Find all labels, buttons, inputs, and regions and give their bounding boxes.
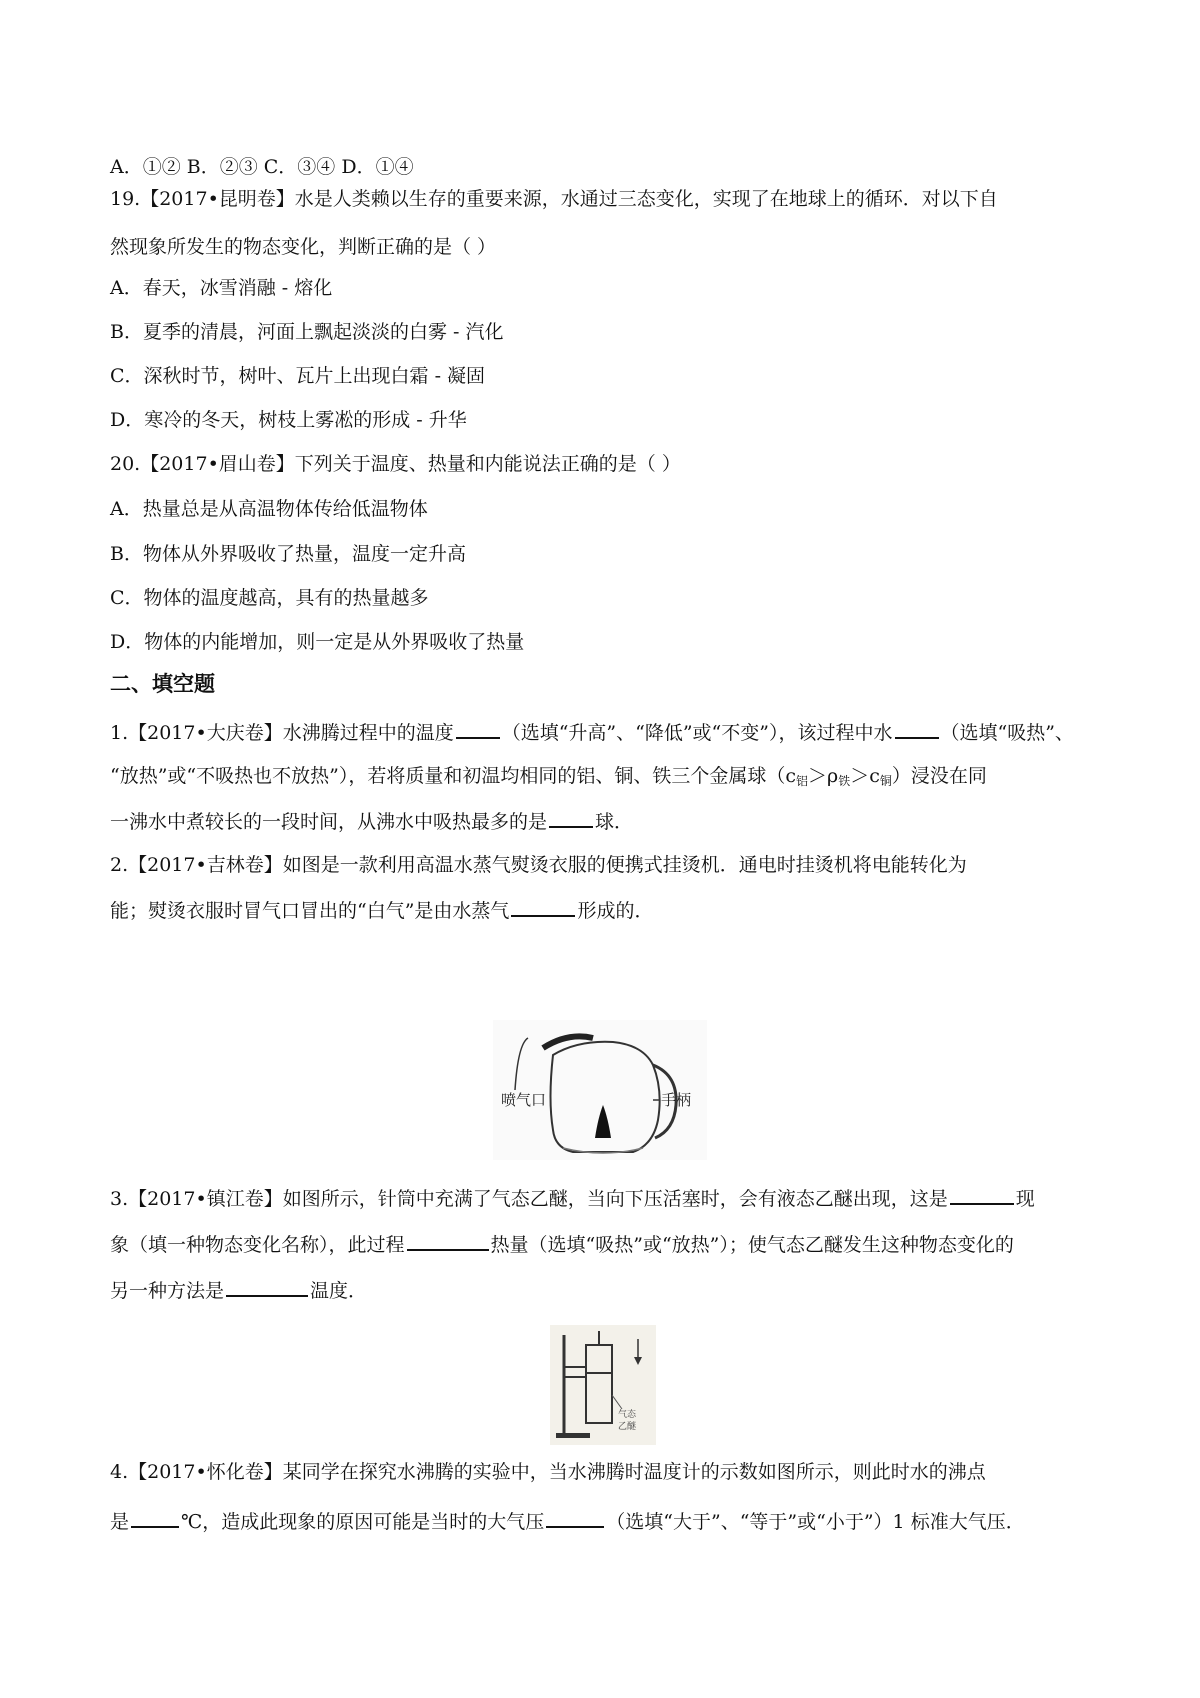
fig2-label-gaseous: 气态 [618, 1410, 637, 1420]
fig1-label-nozzle: 喷气口 [501, 1091, 547, 1109]
option-19-d: D．寒冷的冬天，树枝上雾凇的形成 - 升华 [110, 409, 467, 431]
answer-blank[interactable] [407, 1231, 489, 1251]
answer-blank[interactable] [226, 1277, 308, 1297]
question-19-line-1: 19.【2017•昆明卷】水是人类赖以生存的重要来源，水通过三态变化，实现了在地球上的循环．对以下自 [110, 188, 998, 210]
question-fb-3-line-3: 另一种方法是 温度． [110, 1277, 367, 1303]
garment-steamer-figure [493, 1020, 707, 1160]
option-20-b: B．物体从外界吸收了热量，温度一定升高 [110, 543, 466, 565]
question-fb-2-line-1: 2.【2017•吉林卷】如图是一款利用高温水蒸气熨烫衣服的便携式挂烫机．通电时挂烫机将电能转化为 [110, 854, 967, 876]
options-q18: A．①② B．②③ C．③④ D．①④ [110, 156, 414, 178]
question-fb-4-line-2: 是 ℃，造成此现象的原因可能是当时的大气压 （选填“大于”、“等于”或“小于”）1 标准大气压． [110, 1508, 1025, 1534]
option-19-b: B．夏季的清晨，河面上飘起淡淡的白雾 - 汽化 [110, 321, 504, 343]
answer-blank[interactable] [549, 808, 593, 828]
answer-blank[interactable] [895, 719, 939, 739]
question-20: 20.【2017•眉山卷】下列关于温度、热量和内能说法正确的是（ ） [110, 453, 681, 475]
question-fb-4-line-1: 4.【2017•怀化卷】某同学在探究水沸腾的实验中，当水沸腾时温度计的示数如图所示，则此时水的沸点 [110, 1461, 986, 1483]
question-fb-3-line-2: 象（填一种物态变化名称），此过程 热量（选填“吸热”或“放热”）；使气态乙醚发生这种物态变化的 [110, 1231, 1014, 1257]
answer-blank[interactable] [546, 1508, 604, 1528]
question-fb-2-line-2: 能；熨烫衣服时冒气口冒出的“白气”是由水蒸气 形成的． [110, 897, 653, 923]
fig2-label-ether: 乙醚 [618, 1422, 637, 1432]
section-heading-fill-blank: 二、填空题 [110, 671, 215, 696]
option-20-d: D．物体的内能增加，则一定是从外界吸收了热量 [110, 631, 525, 653]
option-19-a: A．春天，冰雪消融 - 熔化 [110, 277, 333, 299]
answer-blank[interactable] [511, 897, 575, 917]
question-19-line-2: 然现象所发生的物态变化，判断正确的是（ ） [110, 236, 497, 258]
question-fb-1-line-1: 1.【2017•大庆卷】水沸腾过程中的温度 （选填“升高”、“降低”或“不变”），该过程中水 （选填“吸热”、 [110, 719, 1074, 745]
option-20-c: C．物体的温度越高，具有的热量越多 [110, 587, 429, 609]
question-fb-1-line-3: 一沸水中煮较长的一段时间，从沸水中吸热最多的是 球． [110, 808, 633, 834]
answer-blank[interactable] [456, 719, 500, 739]
answer-blank[interactable] [950, 1185, 1014, 1205]
option-19-c: C．深秋时节，树叶、瓦片上出现白霜 - 凝固 [110, 365, 486, 387]
answer-blank[interactable] [131, 1508, 179, 1528]
option-20-a: A．热量总是从高温物体传给低温物体 [110, 498, 428, 520]
question-fb-1-line-2: “放热”或“不吸热也不放热”），若将质量和初温均相同的铝、铜、铁三个金属球$(c_铝>\rho_铁>c_铜)$浸没在同 [110, 765, 987, 788]
syringe-stand-figure [550, 1325, 656, 1445]
question-fb-3-line-1: 3.【2017•镇江卷】如图所示，针筒中充满了气态乙醚，当向下压活塞时，会有液态乙醚出现，这是 现 [110, 1185, 1035, 1211]
fig1-label-handle: 手柄 [661, 1091, 692, 1109]
